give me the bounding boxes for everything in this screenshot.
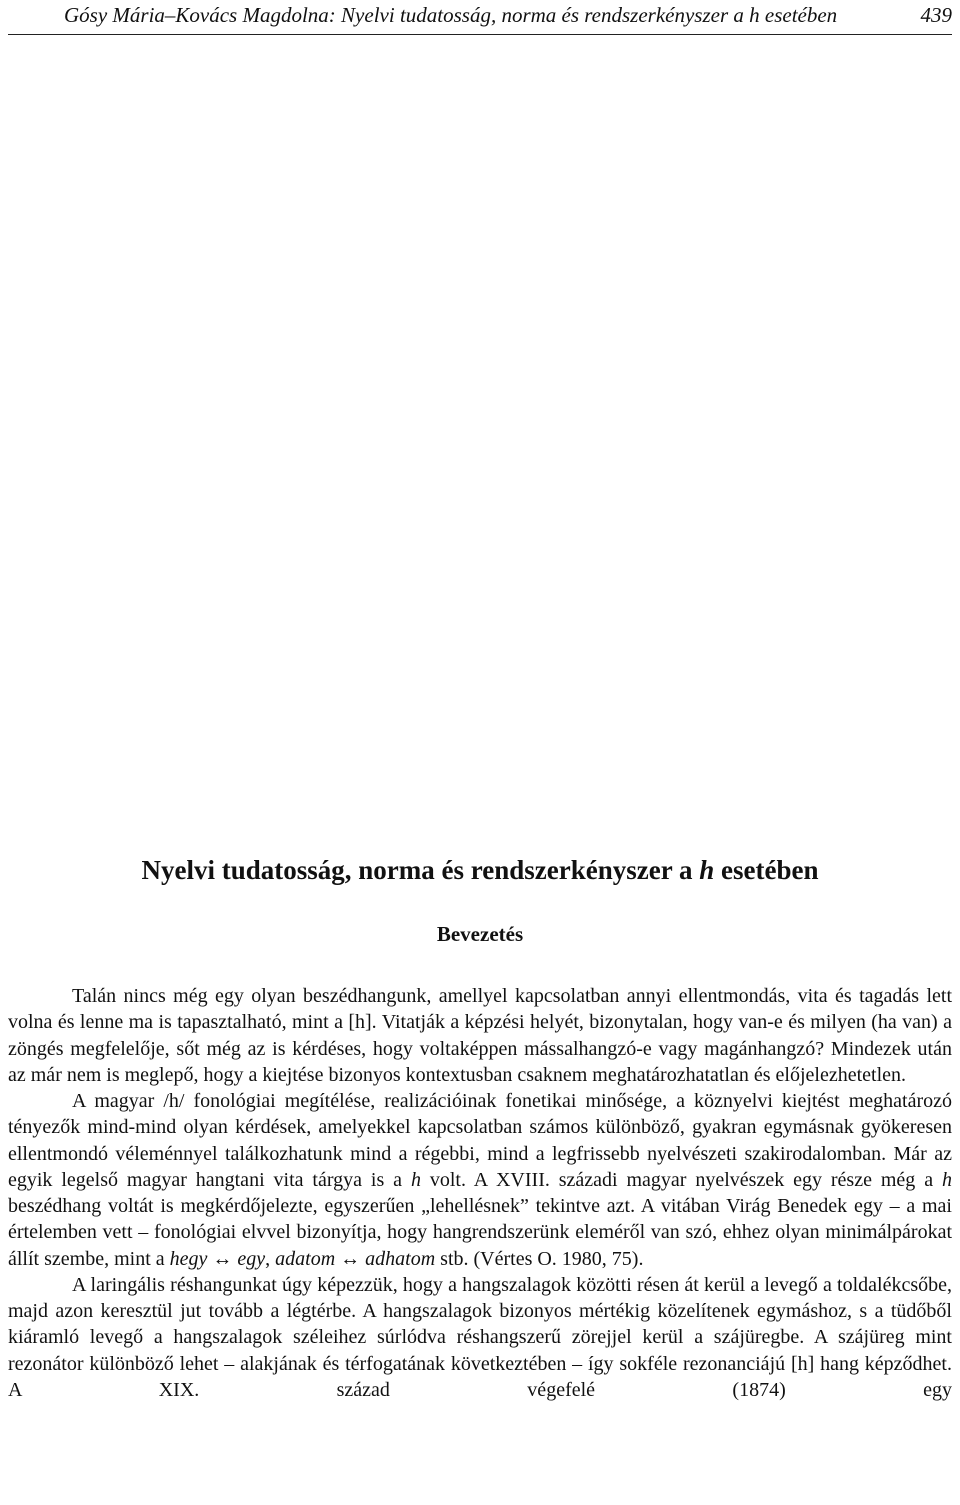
article-title-h: h xyxy=(699,855,715,885)
paragraph-1: Talán nincs még egy olyan beszédhangunk, amellyel kapcsolatban annyi ellentmondás, vita és tagadás lett volna és lenne ma is tapasztalható, mint a [h]. Vitatják a képzési helyét, bizonytalan, hogy van-e és milyen (ha van) a zöngés megfelelője, sőt még az is kérdéses, hogy voltaképpen mássalhangzó-e vagy magánhangzó? Mindezek után az már nem is meglepő, hogy a kiejtése bizonyos kontextusban csaknem meghatározhatatlan és előjelezhetetlen. xyxy=(8,985,952,1086)
paragraph-2 xyxy=(8,1088,952,1272)
running-title: Gósy Mária–Kovács Magdolna: Nyelvi tudatosság, norma és rendszerkényszer a h esetében xyxy=(64,3,838,27)
double-arrow-icon: ↔ xyxy=(340,1247,361,1270)
article-title-end: esetében xyxy=(714,855,819,885)
paragraph-3: A laringális réshangunkat úgy képezzük, hogy a hangszalagok közötti résen át kerül a levegő a toldalékcsőbe, majd azon keresztül jut tovább a légtérbe. A hangszalagok bizonyos mértékig közelítenek egymáshoz, s a tüdőből kiáramló levegő a hangszalagok széleihez súrlódva réshangszerű zörejjel kerül a szájüregbe. A szájüreg mint rezonátor különböző lehet – alakjának és térfogatának következtében – így sokféle rezonanciájú [h] hang képződhet. A XIX. század végefelé (1874) egy xyxy=(8,1273,952,1401)
italic-h: h xyxy=(941,1168,952,1191)
section-heading: Bevezetés xyxy=(436,922,524,946)
article-title-start: Nyelvi tudatosság, norma és rendszerkényszer a xyxy=(141,855,700,885)
example-word-adatom: adatom xyxy=(275,1247,336,1270)
example-word-egy: egy xyxy=(237,1247,266,1270)
page-number: 439 xyxy=(920,3,952,27)
double-arrow-icon: ↔ xyxy=(212,1247,233,1270)
example-word-adhatom: adhatom xyxy=(365,1247,436,1270)
paragraph-2-text: , xyxy=(265,1247,276,1270)
paragraph-2-text: A magyar /h/ fonológiai megítélése, realizációinak fonetikai minősége, a köznyelvi kiejtést meghatározó tényezők mind-mind olyan kérdések, amelyekkel kapcsolatban számos különböző, gyakran egymásnak gyökeresen ellentmondó véleménnyel találkozhatunk mind a régebbi, mind a legfrissebb nyelvészeti szakirodalomban. Már az egyik legelső magyar hangtani vita tárgya is a xyxy=(8,1090,952,1191)
running-head xyxy=(8,0,952,35)
italic-h: h xyxy=(410,1168,421,1191)
article-title xyxy=(0,853,960,887)
paragraph-2-text: stb. (Vértes O. 1980, 75). xyxy=(435,1247,644,1270)
paragraph-2-text: volt. A XVIII. századi magyar nyelvészek egy része még a xyxy=(420,1168,942,1191)
body-text xyxy=(8,983,952,1403)
example-word-hegy: hegy xyxy=(169,1247,208,1270)
paragraph-2-text: beszédhang voltát is megkérdőjelezte, egyszerűen „lehellésnek” tekintve azt. A vitában Virág Benedek egy – a mai értelemben vett – fonológiai elvvel bizonyítja, hogy hangrendszerünk eleméről van szó, ehhez olyan minimálpárokat állít szembe, mint a xyxy=(8,1195,952,1270)
